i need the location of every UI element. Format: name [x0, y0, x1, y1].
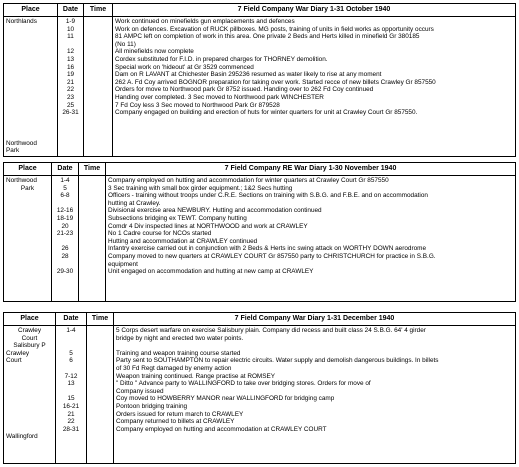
place-cell: Park	[6, 147, 20, 155]
entry-line: 5 Corps desert warfare on exercise Salisbury plain. Company did recess and built class 24 S.B.G. 64' 4 girder	[116, 327, 426, 334]
time-header: Time	[87, 313, 114, 326]
place-cell	[6, 71, 55, 79]
place-cell	[6, 56, 55, 64]
entry-line: Company employed on hutting and accommodation at CRAWLEY COURT	[116, 425, 327, 433]
date-cell: 1-4	[60, 177, 70, 184]
entry-column	[114, 326, 516, 464]
date-cell: 5	[69, 349, 73, 357]
date-cell	[54, 200, 76, 208]
place-cell	[6, 395, 53, 403]
date-cell: 12-16	[56, 207, 74, 215]
entry-line: Coy moved to HOWBERRY MANOR near WALLINGFORD for bridging camp	[116, 395, 335, 403]
place-cell	[6, 33, 55, 41]
entry-line: of 30 Fd Regt damaged by enemy action	[116, 364, 232, 372]
entry-line: Weapon training continued. Range practise at ROMSEY	[116, 372, 276, 380]
place-cell: Court	[21, 334, 38, 342]
date-cell: 6-8	[60, 192, 70, 200]
place-cell	[6, 418, 53, 426]
place-cell: Court	[6, 357, 22, 365]
entry-line: Work continued on minefields gun emplacements and defences	[115, 18, 295, 25]
date-cell: 16	[66, 63, 75, 71]
entry-line	[116, 342, 513, 350]
date-column	[56, 326, 87, 464]
entry-line: Divisional exercise area NEWBURY. Hutting and accommodation continued	[108, 207, 322, 215]
place-cell	[6, 365, 53, 373]
date-cell: 26-31	[62, 109, 79, 117]
place-cell: Park	[20, 184, 35, 192]
date-cell: 18-19	[56, 214, 74, 222]
place-cell	[6, 102, 55, 110]
entry-line: Hutting and accommodation at CRAWLEY continued	[108, 237, 258, 245]
place-cell: Crawley	[6, 349, 30, 357]
place-cell: Northwood	[6, 177, 37, 184]
date-cell: 7-12	[64, 372, 78, 380]
date-cell: 6	[69, 357, 73, 365]
entry-line: 7 Fd Coy less 3 Sec moved to Northwood Park Gr 879528	[115, 101, 280, 109]
entry-line: Infantry exercise carried out in conjunction with 2 Beds & Herts inc swing attack on WORTHY DOWN aerodrome	[108, 245, 427, 253]
place-column	[4, 326, 56, 464]
entry-line: Cordex substituted for F.I.D. in prepared charges for THORNEY demolition.	[115, 55, 328, 63]
entry-line: Handing over completed. 3 Sec moved to Northwood park WINCHESTER	[115, 93, 324, 101]
entry-line: hutting at Crawley.	[108, 199, 161, 207]
entry-line: Company returned to billets at CRAWLEY	[116, 418, 235, 426]
date-cell	[58, 388, 84, 396]
place-cell	[6, 426, 53, 434]
date-cell: 21	[67, 410, 75, 418]
date-cell: 20	[61, 222, 69, 230]
date-cell: 21-23	[56, 230, 74, 238]
entry-column	[106, 176, 516, 302]
date-cell	[58, 365, 84, 373]
time-column	[79, 176, 106, 302]
place-cell	[6, 26, 55, 34]
entry-line: Dam on R LAVANT at Chichester Basin 295236 resumed as water likely to rise at any moment	[115, 71, 382, 79]
entry-line: bridge by night and erected two water points.	[116, 334, 244, 342]
entry-line: Training and weapon training course started	[116, 349, 241, 357]
date-header: Date	[58, 4, 84, 17]
place-cell	[6, 79, 55, 87]
place-cell: Crawley	[17, 327, 42, 334]
entry-line: Unit engaged on accommodation and hutting at new camp at CRAWLEY	[108, 268, 314, 276]
entry-line: " Ditto " Advance party to WALLINGFORD to take over bridging stores. Orders for move of	[116, 380, 371, 388]
date-cell: 19	[66, 71, 75, 79]
entry-line: 81 AMPC left on completion of work in this area. One private 2 Beds and Herts killed in minefield Gr 380185	[115, 33, 420, 41]
place-cell	[6, 380, 53, 388]
date-cell: 10	[66, 25, 75, 33]
entry-column	[113, 17, 516, 157]
date-cell: 22	[67, 418, 75, 426]
entry-line: Orders issued for return march to CRAWLEY	[116, 410, 244, 418]
date-cell: 21	[66, 78, 75, 86]
entry-line: Company issued	[116, 387, 164, 395]
entry-line: Company employed on hutting and accommodation for winter quarters at Crawley Court Gr 857550	[108, 177, 389, 184]
place-cell: Northlands	[6, 18, 37, 25]
date-cell: 13	[66, 55, 75, 63]
place-header: Place	[4, 163, 52, 176]
place-cell	[6, 109, 55, 117]
table-title: 7 Field Company RE War Diary 1-30 November 1940	[106, 163, 516, 176]
date-cell: 29-30	[56, 268, 74, 276]
table-title: 7 Field Company War Diary 1-31 October 1940	[113, 4, 516, 17]
december-diary-table	[3, 312, 516, 464]
date-cell: 5	[63, 184, 67, 192]
entry-line: Work on defences. Excavation of RUCK pillboxes. MG posts, training of units in field works as opportunity occurs	[115, 25, 434, 33]
place-cell	[6, 41, 55, 49]
entry-line: Subsections bridging ex TEWT. Company hutting	[108, 214, 247, 222]
date-cell	[54, 238, 76, 246]
date-cell: 28	[61, 252, 69, 260]
table-title: 7 Field Company War Diary 1-31 December 1940	[114, 313, 516, 326]
date-cell: 16-21	[62, 402, 80, 410]
entry-line: (No 11)	[115, 40, 136, 48]
date-cell	[60, 41, 81, 49]
place-cell	[6, 403, 53, 411]
entry-line: Officers - training without troops under C.R.E. Sections on training with S.B.G. and F.B.E. and on accommodation	[108, 192, 428, 200]
date-header: Date	[52, 163, 79, 176]
place-cell	[6, 48, 55, 56]
entry-line: No 1 Cadre course for NCOs started	[108, 230, 212, 238]
date-cell: 13	[67, 380, 75, 388]
time-column	[87, 326, 114, 464]
place-cell	[6, 64, 55, 72]
time-header: Time	[79, 163, 106, 176]
entry-line: Party sent to SOUTHAMPTON to repair electric circuits. Water supply and demolish dangerous buildings. In billets	[116, 357, 439, 365]
place-cell	[6, 411, 53, 419]
entry-line: 262 A. Fd Coy arrived BOGNOR preparation for taking over work. Started recce of new billets Crawley Gr 857550	[115, 78, 436, 86]
date-cell: 15	[67, 395, 75, 403]
date-header: Date	[56, 313, 87, 326]
october-diary-table	[3, 3, 516, 157]
place-cell	[6, 124, 55, 132]
entry-line: Pontoon bridging training	[116, 402, 188, 410]
date-cell: 1-9	[65, 18, 76, 25]
entry-line: equipment	[108, 260, 138, 268]
place-column	[4, 176, 52, 302]
date-cell: 12	[66, 48, 75, 56]
time-header: Time	[84, 4, 113, 17]
date-column	[52, 176, 79, 302]
entry-line: Comdr 4 Div inspected lines at NORTHWOOD and work at CRAWLEY	[108, 222, 308, 230]
place-cell	[6, 94, 55, 102]
entry-line: Company moved to new quarters at CRAWLEY COURT Gr 857550 party to CHRISTCHURCH for practice in S.B.G.	[108, 252, 436, 260]
place-cell	[6, 373, 53, 381]
place-cell: Salisbury P	[13, 342, 46, 350]
entry-line: 3 Sec training with small box girder equipment.; 1&2 Secs hutting	[108, 184, 293, 192]
place-cell: Wallingford	[6, 433, 38, 441]
place-column	[4, 17, 58, 157]
place-cell	[6, 132, 55, 140]
place-header: Place	[4, 4, 58, 17]
date-cell	[54, 261, 76, 269]
date-cell: 28-31	[62, 425, 80, 433]
date-cell: 22	[66, 86, 75, 94]
place-cell: Northwood	[6, 139, 37, 147]
date-cell: 26	[61, 245, 69, 253]
place-cell	[6, 117, 55, 125]
date-cell: 23	[66, 93, 75, 101]
entry-line: All minefields now complete	[115, 48, 194, 56]
time-column	[84, 17, 113, 157]
november-diary-table	[3, 162, 516, 302]
place-cell	[6, 388, 53, 396]
place-cell	[6, 86, 55, 94]
date-cell	[58, 335, 84, 343]
date-cell: 11	[67, 33, 74, 41]
entry-line: Orders for move to Northwood park Gr 8752 issued. Handing over to 262 Fd Coy continued	[115, 86, 374, 94]
date-cell: 25	[66, 101, 75, 109]
date-cell	[58, 342, 84, 350]
entry-line: Company engaged on building and erection of huts for winter quarters for unit at Crawley Court Gr 857550.	[115, 109, 418, 117]
place-header: Place	[4, 313, 56, 326]
entry-line: Special work on 'hideout' at Gr 3529 commenced	[115, 63, 254, 71]
date-column	[58, 17, 84, 157]
date-cell: 1-4	[66, 327, 76, 334]
